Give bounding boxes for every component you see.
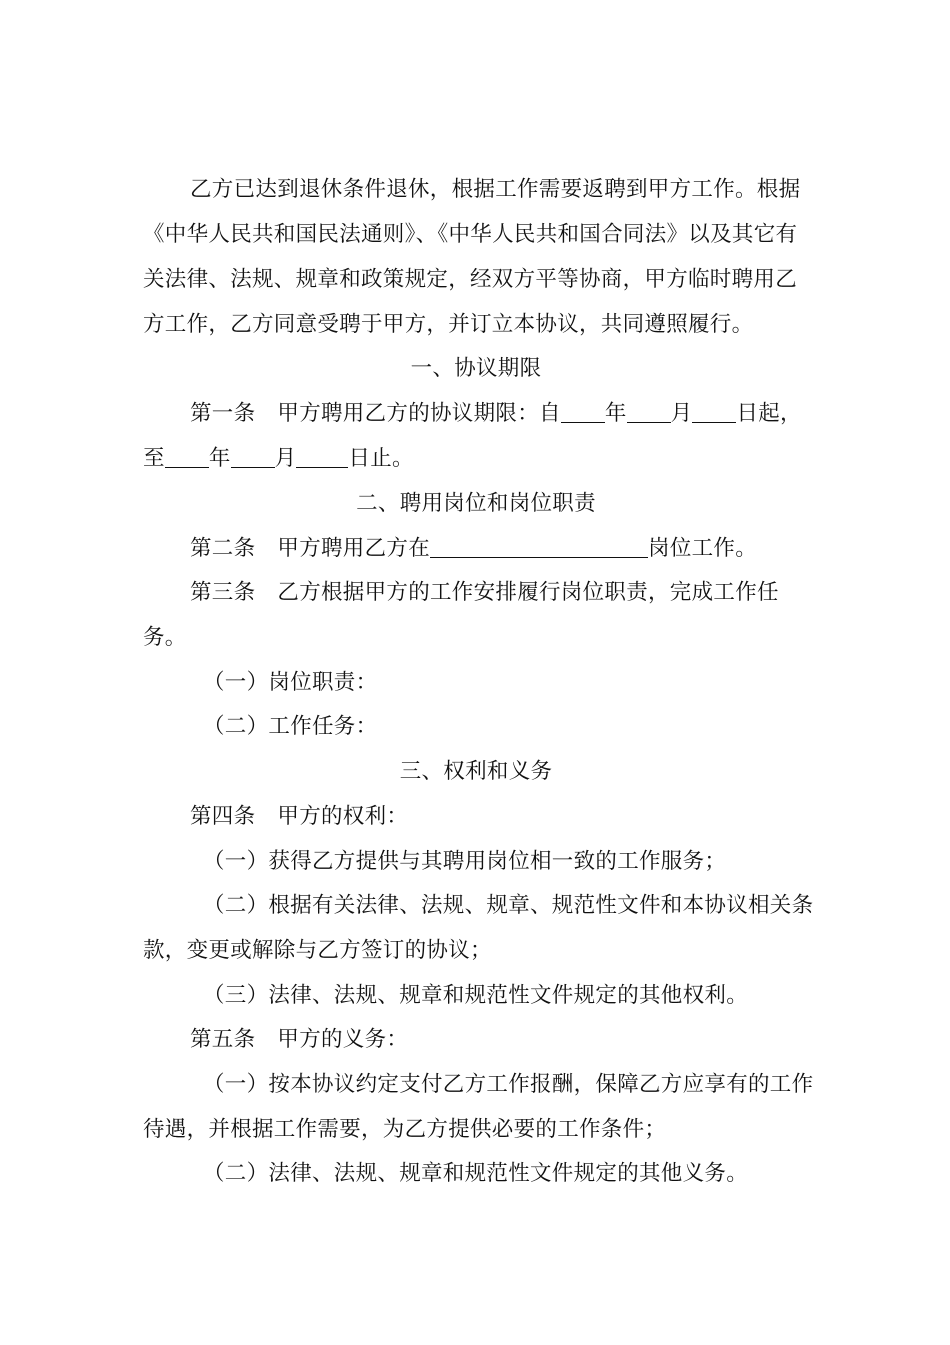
day-blank[interactable] bbox=[692, 400, 736, 423]
section-heading-3: 三、权利和义务 bbox=[399, 759, 553, 784]
article-4-label: 第四条 bbox=[190, 804, 256, 829]
article-2-text-b: 岗位工作。 bbox=[648, 536, 758, 561]
day-to-label: 日止。 bbox=[348, 446, 414, 471]
duty-party-a-item-2: （二）法律、法规、规章和规范性文件规定的其他义务。 bbox=[203, 1161, 749, 1186]
article-3-line-2: 务。 bbox=[143, 625, 187, 650]
article-4 bbox=[190, 802, 860, 832]
right-item-1: （一）获得乙方提供与其聘用岗位相一致的工作服务； bbox=[203, 849, 727, 874]
article-3-line-1 bbox=[190, 578, 860, 608]
article-1-text: 甲方聘用乙方的协议期限：自 bbox=[277, 401, 561, 426]
article-5 bbox=[190, 1025, 860, 1055]
preamble-line-2: 《中华人民共和国民法通则》、《中华人民共和国合同法》以及其它有 bbox=[143, 222, 798, 247]
article-1-line-1 bbox=[190, 399, 860, 429]
end-day-blank[interactable] bbox=[296, 445, 348, 468]
right-item-2: （二）根据有关法律、法规、规章、规范性文件和本协议相关条 bbox=[203, 893, 814, 918]
article-3-label: 第三条 bbox=[190, 580, 256, 605]
article-2-text-a: 甲方聘用乙方在 bbox=[277, 536, 431, 561]
article-5-label: 第五条 bbox=[190, 1027, 256, 1052]
section-heading-2: 二、聘用岗位和岗位职责 bbox=[356, 491, 596, 516]
end-year-label: 年 bbox=[208, 446, 231, 471]
to-label: 至 bbox=[143, 446, 165, 471]
duty-item-1: （一）岗位职责： bbox=[203, 670, 378, 695]
position-blank[interactable] bbox=[430, 535, 648, 558]
article-5-title: 甲方的义务： bbox=[277, 1027, 409, 1052]
duty-party-a-item-1-cont: 待遇，并根据工作需要，为乙方提供必要的工作条件； bbox=[143, 1117, 667, 1142]
preamble-line-1: 乙方已达到退休条件退休，根据工作需要返聘到甲方工作。根据 bbox=[190, 177, 801, 202]
article-2 bbox=[190, 534, 860, 564]
month-label: 月 bbox=[670, 401, 693, 426]
section-heading-1: 一、协议期限 bbox=[410, 356, 542, 381]
year-blank[interactable] bbox=[561, 400, 605, 423]
article-2-label: 第二条 bbox=[190, 536, 256, 561]
right-item-2-cont: 款，变更或解除与乙方签订的协议； bbox=[143, 938, 492, 963]
duty-party-a-item-1: （一）按本协议约定支付乙方工作报酬，保障乙方应享有的工作 bbox=[203, 1072, 814, 1097]
article-1-line-2 bbox=[143, 444, 813, 474]
day-from-label: 日起， bbox=[736, 401, 802, 426]
duty-item-2: （二）工作任务： bbox=[203, 714, 378, 739]
article-4-title: 甲方的权利： bbox=[277, 804, 409, 829]
end-month-label: 月 bbox=[274, 446, 297, 471]
year-label: 年 bbox=[604, 401, 627, 426]
article-1-label: 第一条 bbox=[190, 401, 256, 426]
preamble-line-4: 方工作，乙方同意受聘于甲方，并订立本协议，共同遵照履行。 bbox=[143, 312, 754, 337]
month-blank[interactable] bbox=[627, 400, 671, 423]
preamble-line-3: 关法律、法规、规章和政策规定，经双方平等协商，甲方临时聘用乙 bbox=[143, 267, 798, 292]
end-month-blank[interactable] bbox=[231, 445, 275, 468]
end-year-blank[interactable] bbox=[165, 445, 209, 468]
right-item-3: （三）法律、法规、规章和规范性文件规定的其他权利。 bbox=[203, 983, 749, 1008]
article-3-text: 乙方根据甲方的工作安排履行岗位职责，完成工作任 bbox=[277, 580, 779, 605]
